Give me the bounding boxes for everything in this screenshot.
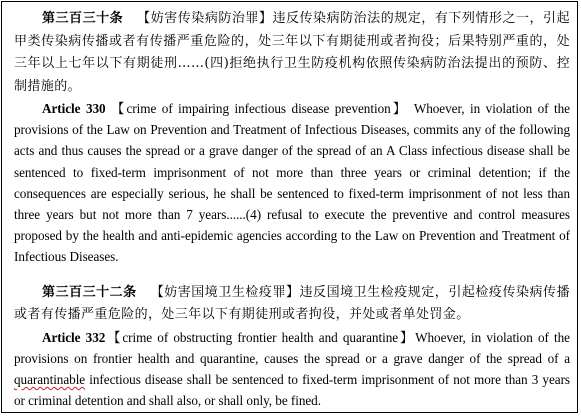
article-332-en-text-part-1: Whoever, in violation of the provisions on frontier health and quarantine, causes the spread or a grave danger of the spread of a <box>14 329 570 366</box>
article-332-en-crime: 【crime of obstructing frontier health and quarantine】 <box>105 329 416 345</box>
article-332-zh-crime: 【妨害国境卫生检疫罪】 <box>150 284 300 300</box>
article-330-zh-crime: 【妨害传染病防治罪】 <box>137 11 273 26</box>
article-332-chinese <box>14 282 570 327</box>
article-332-english <box>14 327 570 412</box>
document-frame <box>1 1 578 413</box>
article-332-zh-text: 违反国境卫生检疫规定，引起检疫传染病传播或者有传播严重危险的，处三年以下有期徒刑或者拘役，并处或者单处罚金。 <box>14 284 570 323</box>
article-330-zh-text: 违反传染病防治法的规定，有下列情形之一，引起甲类传染病传播或者有传播严重危险的，处三年以下有期徒刑或者拘役；后果特别严重的，处三年以上七年以下有期徒刑……(四)拒绝执行卫生防疫机构依照传染病防治法提出的预防、控制措施的。 <box>14 11 570 94</box>
article-330-chinese <box>14 8 570 98</box>
spellcheck-flagged-word[interactable]: quarantinable <box>14 372 86 388</box>
paragraph-spacer <box>14 268 570 282</box>
article-332-en-heading: Article 332 <box>42 329 106 345</box>
article-330-en-crime: 【crime of impairing infectious disease prevention】 <box>111 101 409 116</box>
article-330-en-heading: Article 330 <box>42 101 106 116</box>
article-332-en-text-part-2: infectious disease shall be sentenced to fixed-term imprisonment of not more than 3 years or criminal detention and shall also, or shall only, be fined. <box>14 372 570 409</box>
article-330-en-text: Whoever, in violation of the provisions of the Law on Prevention and Treatment of Infectious Diseases, commits any of the following acts and thus causes the spread or a grave danger of the spread of an A Class infectious disease shall be sentenced to fixed-term imprisonment of not more than three years or criminal detention; if the consequences are especially serious, he shall be sentenced to fixed-term imprisonment of not less than three years but not more than 7 years......(4) refusal to execute the preventive and control measures proposed by the health and anti-epidemic agencies according to the Law on Prevention and Treatment of Infectious Diseases. <box>14 101 570 265</box>
article-330-zh-heading: 第三百三十条 <box>42 11 124 26</box>
document-body <box>14 8 570 411</box>
article-332-zh-heading: 第三百三十二条 <box>42 284 137 300</box>
article-330-english <box>14 98 570 268</box>
